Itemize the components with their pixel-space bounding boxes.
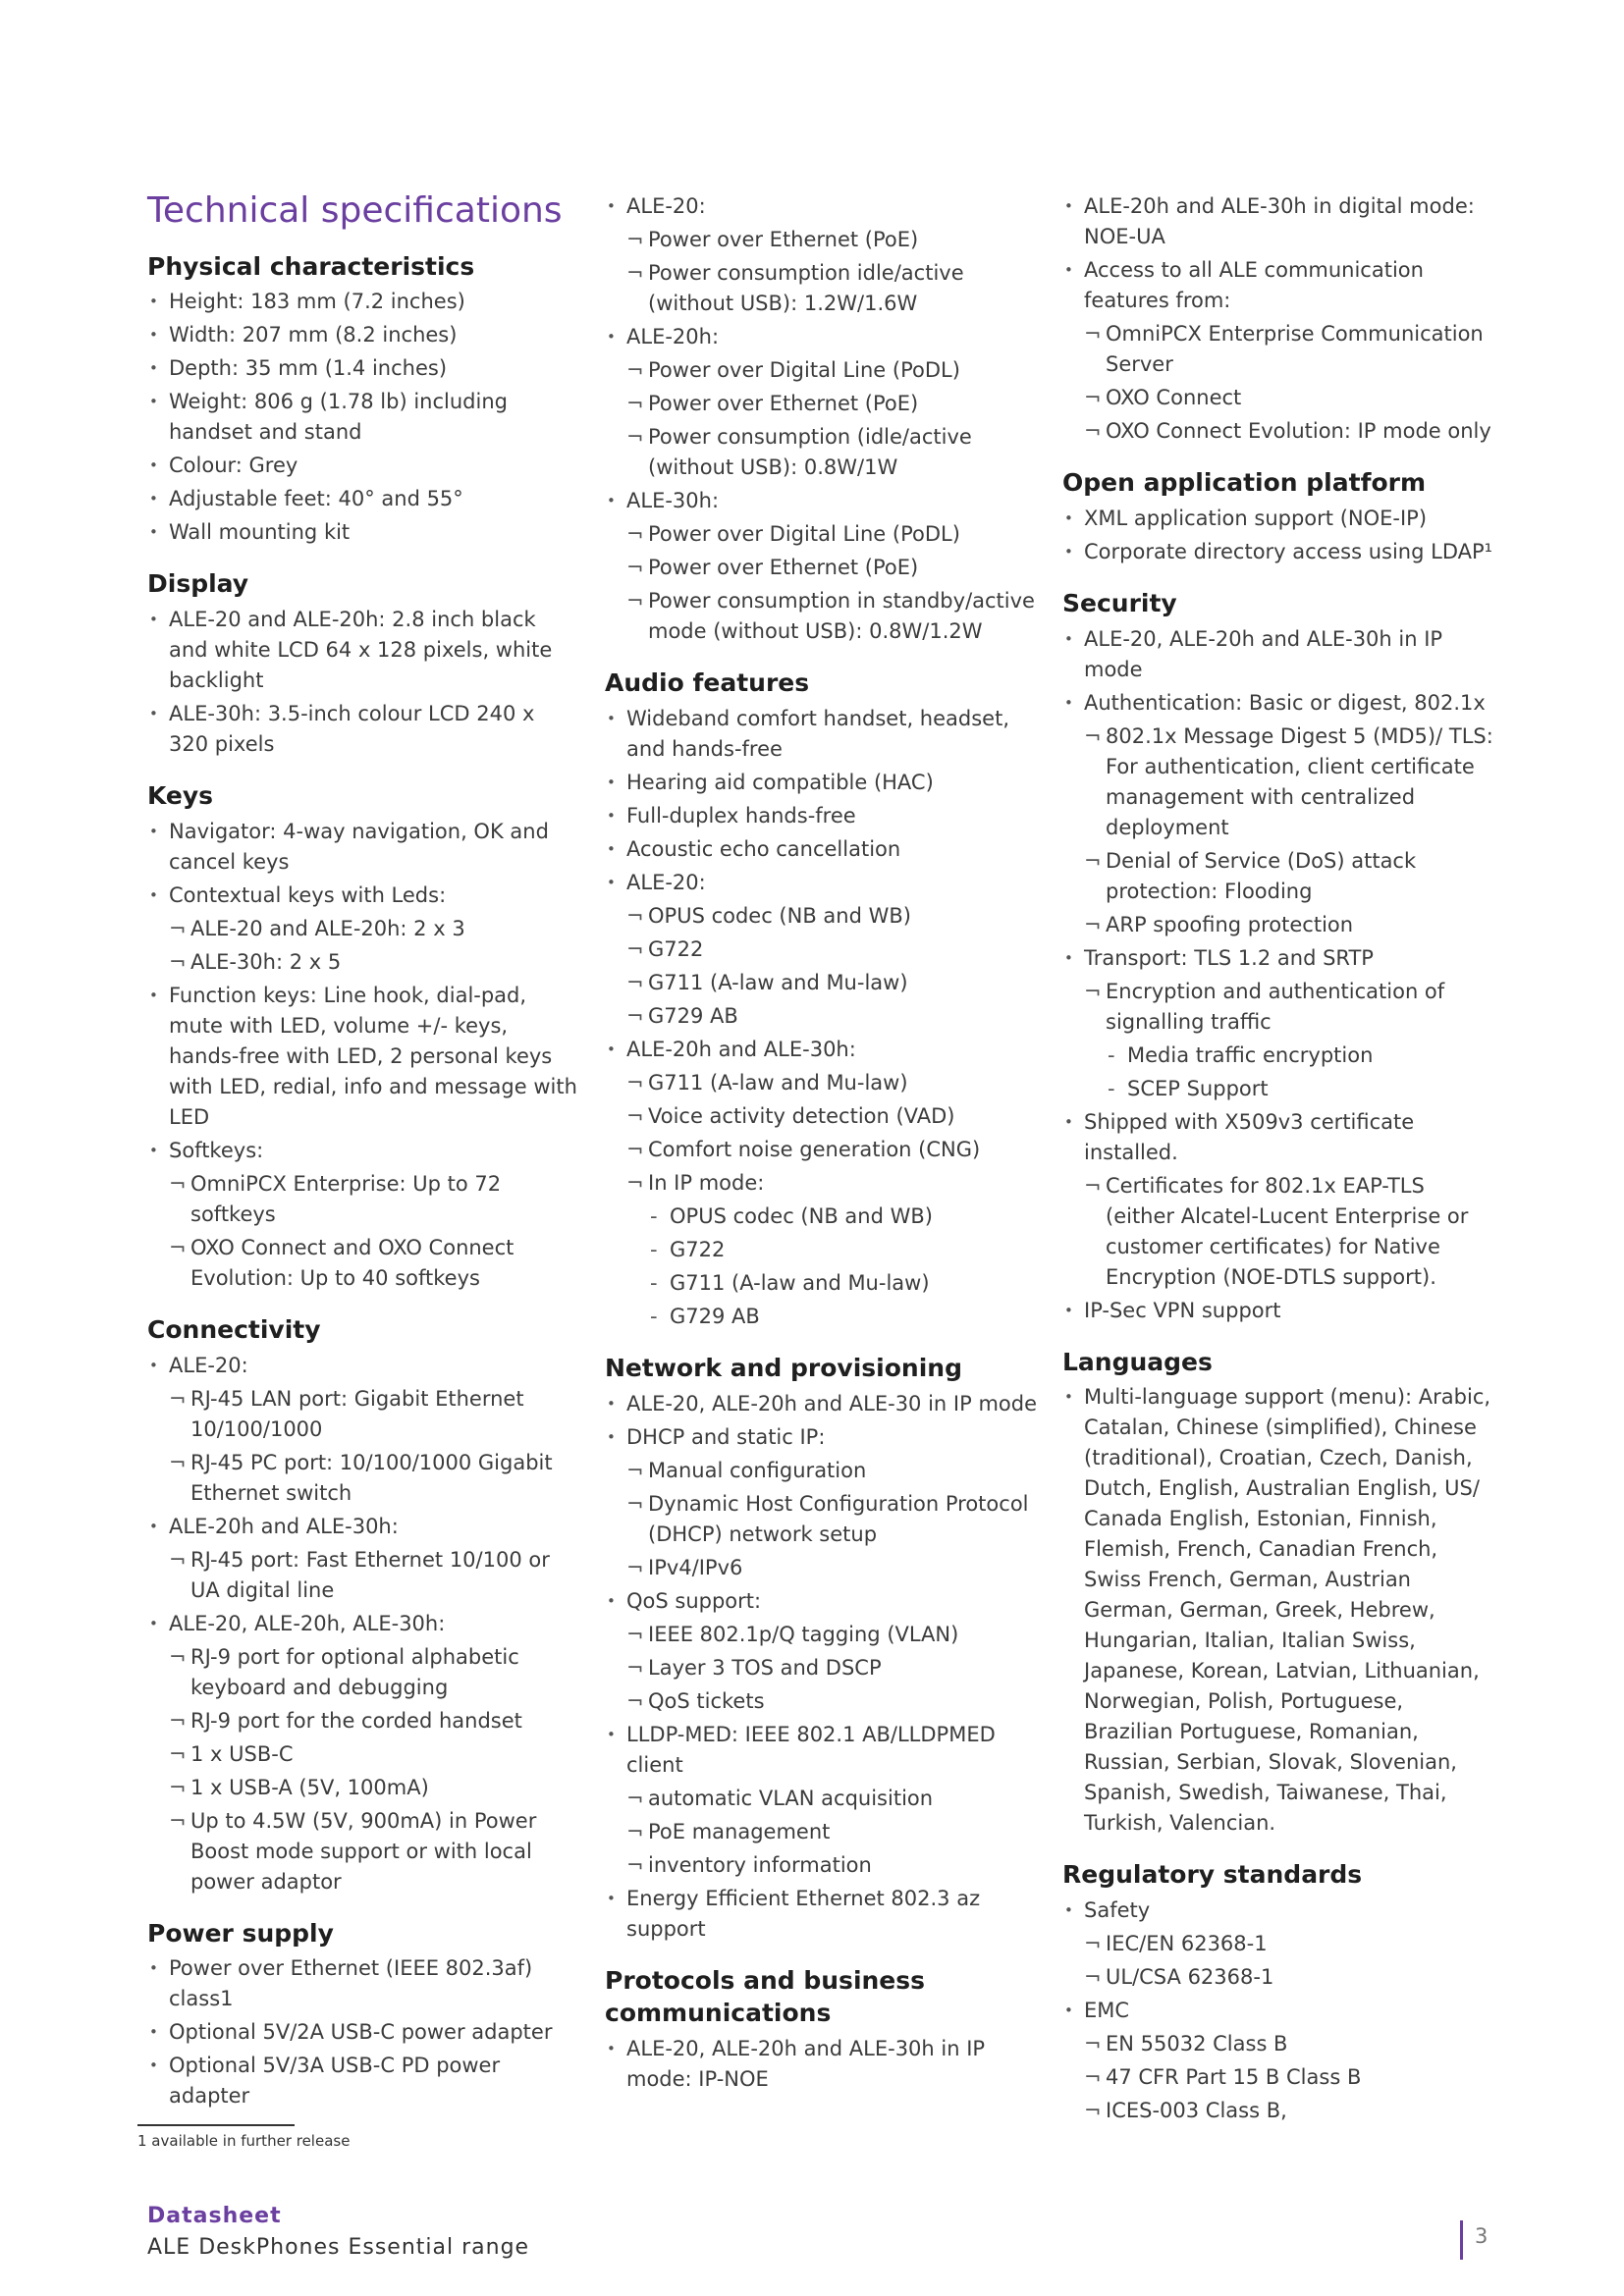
section-title: Keys: [147, 781, 214, 811]
spec-list: [1062, 504, 1494, 567]
spec-item: • Width: 207 mm (8.2 inches): [147, 320, 579, 350]
section-title: Network and provisioning: [605, 1353, 962, 1382]
spec-list: [1062, 1382, 1494, 1839]
spec-item: • Shipped with X509v3 certificate installed.: [1062, 1107, 1494, 1168]
spec-list: [1062, 1896, 1494, 2126]
spec-item: • Authentication: Basic or digest, 802.1x: [1062, 688, 1494, 719]
spec-item: ¬ OXO Connect and OXO Connect Evolution: Up to 40 softkeys: [147, 1233, 579, 1294]
spec-item: ¬ OXO Connect: [1062, 383, 1494, 413]
spec-item: • ALE-20, ALE-20h, ALE-30h:: [147, 1609, 579, 1639]
spec-item: • Wideband comfort handset, headset, and hands-free: [605, 704, 1037, 765]
spec-item: • Softkeys:: [147, 1136, 579, 1166]
spec-item: ¬ Denial of Service (DoS) attack protection: Flooding: [1062, 846, 1494, 907]
spec-item: ¬ ALE-30h: 2 x 5: [147, 947, 579, 978]
spec-item: • QoS support:: [605, 1586, 1037, 1617]
spec-item: • Adjustable feet: 40° and 55°: [147, 484, 579, 514]
spec-item: ¬ OmniPCX Enterprise Communication Server: [1062, 319, 1494, 380]
spec-item: • DHCP and static IP:: [605, 1422, 1037, 1453]
spec-item: ¬ 1 x USB-C: [147, 1739, 579, 1770]
spec-item: ¬ Power over Ethernet (PoE): [605, 225, 1037, 255]
spec-item: ¬ Up to 4.5W (5V, 900mA) in Power Boost mode support or with local power adaptor: [147, 1806, 579, 1897]
spec-item: • Wall mounting kit: [147, 517, 579, 548]
spec-item: - G711 (A-law and Mu-law): [605, 1268, 1037, 1299]
section-title: Display: [147, 569, 249, 599]
spec-item: ¬ ALE-20 and ALE-20h: 2 x 3: [147, 914, 579, 944]
spec-item: • Energy Efficient Ethernet 802.3 az support: [605, 1884, 1037, 1945]
spec-item: • ALE-20, ALE-20h and ALE-30h in IP mode: [1062, 624, 1494, 685]
spec-list: [605, 191, 1037, 647]
spec-item: ¬ PoE management: [605, 1817, 1037, 1847]
spec-item: ¬ Voice activity detection (VAD): [605, 1101, 1037, 1132]
spec-item: • Hearing aid compatible (HAC): [605, 768, 1037, 798]
spec-item: ¬ OXO Connect Evolution: IP mode only: [1062, 416, 1494, 447]
spec-item: ¬ UL/CSA 62368-1: [1062, 1962, 1494, 1993]
spec-item: • ALE-20h:: [605, 322, 1037, 352]
column-3: [1062, 191, 1494, 2146]
spec-item: • ALE-20:: [605, 868, 1037, 898]
page-number-bar: [1460, 2220, 1463, 2260]
spec-section: [605, 1352, 1037, 1945]
footer-brand: Datasheet: [147, 2204, 282, 2228]
spec-item: ¬ G722: [605, 934, 1037, 965]
spec-item: • IP-Sec VPN support: [1062, 1296, 1494, 1326]
spec-list: [147, 287, 579, 548]
spec-item: • EMC: [1062, 1996, 1494, 2026]
spec-item: • Optional 5V/3A USB-C PD power adapter: [147, 2051, 579, 2111]
spec-item: ¬ OmniPCX Enterprise: Up to 72 softkeys: [147, 1169, 579, 1230]
spec-list: [1062, 624, 1494, 1326]
spec-item: ¬ Power over Ethernet (PoE): [605, 389, 1037, 419]
spec-item: ¬ IEEE 802.1p/Q tagging (VLAN): [605, 1620, 1037, 1650]
spec-item: ¬ Power over Digital Line (PoDL): [605, 355, 1037, 386]
footer-subtitle: ALE DeskPhones Essential range: [147, 2235, 530, 2260]
spec-item: • Contextual keys with Leds:: [147, 881, 579, 911]
spec-list: [1062, 191, 1494, 447]
section-title: Power supply: [147, 1918, 334, 1948]
spec-item: ¬ Power over Ethernet (PoE): [605, 553, 1037, 583]
spec-item: ¬ Power consumption in standby/active mode (without USB): 0.8W/1.2W: [605, 586, 1037, 647]
spec-section: [147, 250, 579, 549]
spec-item: ¬ Power consumption idle/active (without USB): 1.2W/1.6W: [605, 258, 1037, 319]
spec-item: • Full-duplex hands-free: [605, 801, 1037, 831]
section-title: Regulatory standards: [1062, 1860, 1363, 1890]
spec-item: - G729 AB: [605, 1302, 1037, 1332]
spec-item: • ALE-30h:: [605, 486, 1037, 516]
spec-item: - SCEP Support: [1062, 1074, 1494, 1104]
section-title: Security: [1062, 588, 1177, 617]
spec-item: ¬ G729 AB: [605, 1001, 1037, 1032]
spec-item: • ALE-20:: [147, 1351, 579, 1381]
spec-item: ¬ G711 (A-law and Mu-law): [605, 968, 1037, 998]
spec-item: • Acoustic echo cancellation: [605, 834, 1037, 865]
spec-item: ¬ ICES-003 Class B,: [1062, 2096, 1494, 2126]
spec-section: [1062, 1346, 1494, 1840]
spec-item: ¬ RJ-9 port for the corded handset: [147, 1706, 579, 1736]
spec-item: • Power over Ethernet (IEEE 802.3af) class1: [147, 1953, 579, 2014]
spec-item: ¬ OPUS codec (NB and WB): [605, 901, 1037, 932]
spec-item: • Corporate directory access using LDAP¹: [1062, 537, 1494, 567]
spec-section: [147, 779, 579, 1294]
spec-section: [1062, 466, 1494, 567]
spec-item: ¬ Power over Digital Line (PoDL): [605, 519, 1037, 550]
footnote-rule: [137, 2124, 295, 2126]
spec-list: [147, 1351, 579, 1897]
spec-item: • ALE-20h and ALE-30h:: [147, 1512, 579, 1542]
spec-item: ¬ QoS tickets: [605, 1686, 1037, 1717]
section-title: Connectivity: [147, 1314, 321, 1344]
spec-list: [147, 1953, 579, 2111]
spec-item: • ALE-20, ALE-20h and ALE-30 in IP mode: [605, 1389, 1037, 1419]
spec-item: ¬ RJ-9 port for optional alphabetic keyboard and debugging: [147, 1642, 579, 1703]
spec-item: ¬ RJ-45 LAN port: Gigabit Ethernet 10/100/1000: [147, 1384, 579, 1445]
spec-section: [147, 1313, 579, 1897]
spec-list: [147, 817, 579, 1294]
spec-item: ¬ Dynamic Host Configuration Protocol (DHCP) network setup: [605, 1489, 1037, 1550]
spec-item: • ALE-20h and ALE-30h in digital mode: NOE-UA: [1062, 191, 1494, 252]
spec-list: [605, 2034, 1037, 2095]
spec-item: • Height: 183 mm (7.2 inches): [147, 287, 579, 317]
spec-item: • Weight: 806 g (1.78 lb) including handset and stand: [147, 387, 579, 448]
spec-list: [605, 704, 1037, 1332]
spec-item: • ALE-20 and ALE-20h: 2.8 inch black and white LCD 64 x 128 pixels, white backlight: [147, 605, 579, 696]
spec-item: • Depth: 35 mm (1.4 inches): [147, 353, 579, 384]
spec-section: [605, 667, 1037, 1332]
spec-item: ¬ 802.1x Message Digest 5 (MD5)/ TLS: For authentication, client certificate management with centralized deployment: [1062, 721, 1494, 843]
spec-section: [1062, 191, 1494, 447]
spec-item: ¬ automatic VLAN acquisition: [605, 1784, 1037, 1814]
spec-item: - OPUS codec (NB and WB): [605, 1201, 1037, 1232]
spec-item: • ALE-20:: [605, 191, 1037, 222]
spec-item: • Function keys: Line hook, dial-pad, mute with LED, volume +/- keys, hands-free with LED, 2 personal keys with LED, redial, info and message with LED: [147, 981, 579, 1133]
spec-item: ¬ Layer 3 TOS and DSCP: [605, 1653, 1037, 1683]
spec-item: - G722: [605, 1235, 1037, 1265]
section-title: Audio features: [605, 668, 810, 697]
spec-item: • ALE-20, ALE-20h and ALE-30h in IP mode: IP-NOE: [605, 2034, 1037, 2095]
spec-item: ¬ In IP mode:: [605, 1168, 1037, 1199]
spec-item: • Navigator: 4-way navigation, OK and cancel keys: [147, 817, 579, 878]
spec-item: • Access to all ALE communication features from:: [1062, 255, 1494, 316]
spec-section: [605, 1964, 1037, 2096]
spec-item: ¬ inventory information: [605, 1850, 1037, 1881]
section-title: Open application platform: [1062, 468, 1427, 497]
section-title: Physical characteristics: [147, 251, 475, 281]
spec-section: [147, 1917, 579, 2112]
spec-list: [147, 605, 579, 760]
spec-item: ¬ RJ-45 port: Fast Ethernet 10/100 or UA digital line: [147, 1545, 579, 1606]
spec-item: ¬ IEC/EN 62368-1: [1062, 1929, 1494, 1959]
spec-item: ¬ IPv4/IPv6: [605, 1553, 1037, 1583]
section-title: Protocols and business communications: [605, 1965, 926, 2028]
spec-item: ¬ Certificates for 802.1x EAP-TLS (either Alcatel-Lucent Enterprise or customer certificates) for Native Encryption (NOE-DTLS support).: [1062, 1171, 1494, 1293]
spec-item: ¬ Power consumption (idle/active (without USB): 0.8W/1W: [605, 422, 1037, 483]
footnote: 1 available in further release: [137, 2132, 351, 2150]
spec-item: ¬ RJ-45 PC port: 10/100/1000 Gigabit Ethernet switch: [147, 1448, 579, 1509]
spec-item: ¬ ARP spoofing protection: [1062, 910, 1494, 940]
page-number: 3: [1475, 2224, 1489, 2248]
spec-item: • Safety: [1062, 1896, 1494, 1926]
spec-item: ¬ G711 (A-law and Mu-law): [605, 1068, 1037, 1098]
spec-item: ¬ 47 CFR Part 15 B Class B: [1062, 2062, 1494, 2093]
spec-section: [1062, 1858, 1494, 2126]
spec-item: ¬ Manual configuration: [605, 1456, 1037, 1486]
spec-item: • Transport: TLS 1.2 and SRTP: [1062, 943, 1494, 974]
page-title: Technical specifications: [147, 190, 563, 231]
spec-section: [1062, 587, 1494, 1326]
spec-list: [605, 1389, 1037, 1945]
spec-item: ¬ Encryption and authentication of signalling traffic: [1062, 977, 1494, 1038]
spec-item: • Multi-language support (menu): Arabic, Catalan, Chinese (simplified), Chinese (traditional), Croatian, Czech, Danish, Dutch, English, Australian English, US/ Canada English, Estonian, Finnish, Flemish, French, Canadian French, Swiss French, German, Austrian German, German, Greek, Hebrew, Hungarian, Italian, Italian Swiss, Japanese, Korean, Latvian, Lithuanian, Norwegian, Polish, Portuguese, Brazilian Portuguese, Romanian, Russian, Serbian, Slovak, Slovenian, Spanish, Swedish, Taiwanese, Thai, Turkish, Valencian.: [1062, 1382, 1494, 1839]
spec-item: ¬ Comfort noise generation (CNG): [605, 1135, 1037, 1165]
spec-item: • Optional 5V/2A USB-C power adapter: [147, 2017, 579, 2048]
spec-section: [147, 567, 579, 760]
spec-item: ¬ 1 x USB-A (5V, 100mA): [147, 1773, 579, 1803]
spec-item: • ALE-30h: 3.5-inch colour LCD 240 x 320 pixels: [147, 699, 579, 760]
spec-section: [605, 191, 1037, 647]
column-2: [605, 191, 1037, 2114]
spec-item: - Media traffic encryption: [1062, 1041, 1494, 1071]
spec-item: • ALE-20h and ALE-30h:: [605, 1035, 1037, 1065]
spec-item: • Colour: Grey: [147, 451, 579, 481]
spec-item: • LLDP-MED: IEEE 802.1 AB/LLDPMED client: [605, 1720, 1037, 1781]
spec-item: • XML application support (NOE-IP): [1062, 504, 1494, 534]
column-1: [147, 191, 579, 2131]
section-title: Languages: [1062, 1347, 1213, 1376]
spec-item: ¬ EN 55032 Class B: [1062, 2029, 1494, 2059]
